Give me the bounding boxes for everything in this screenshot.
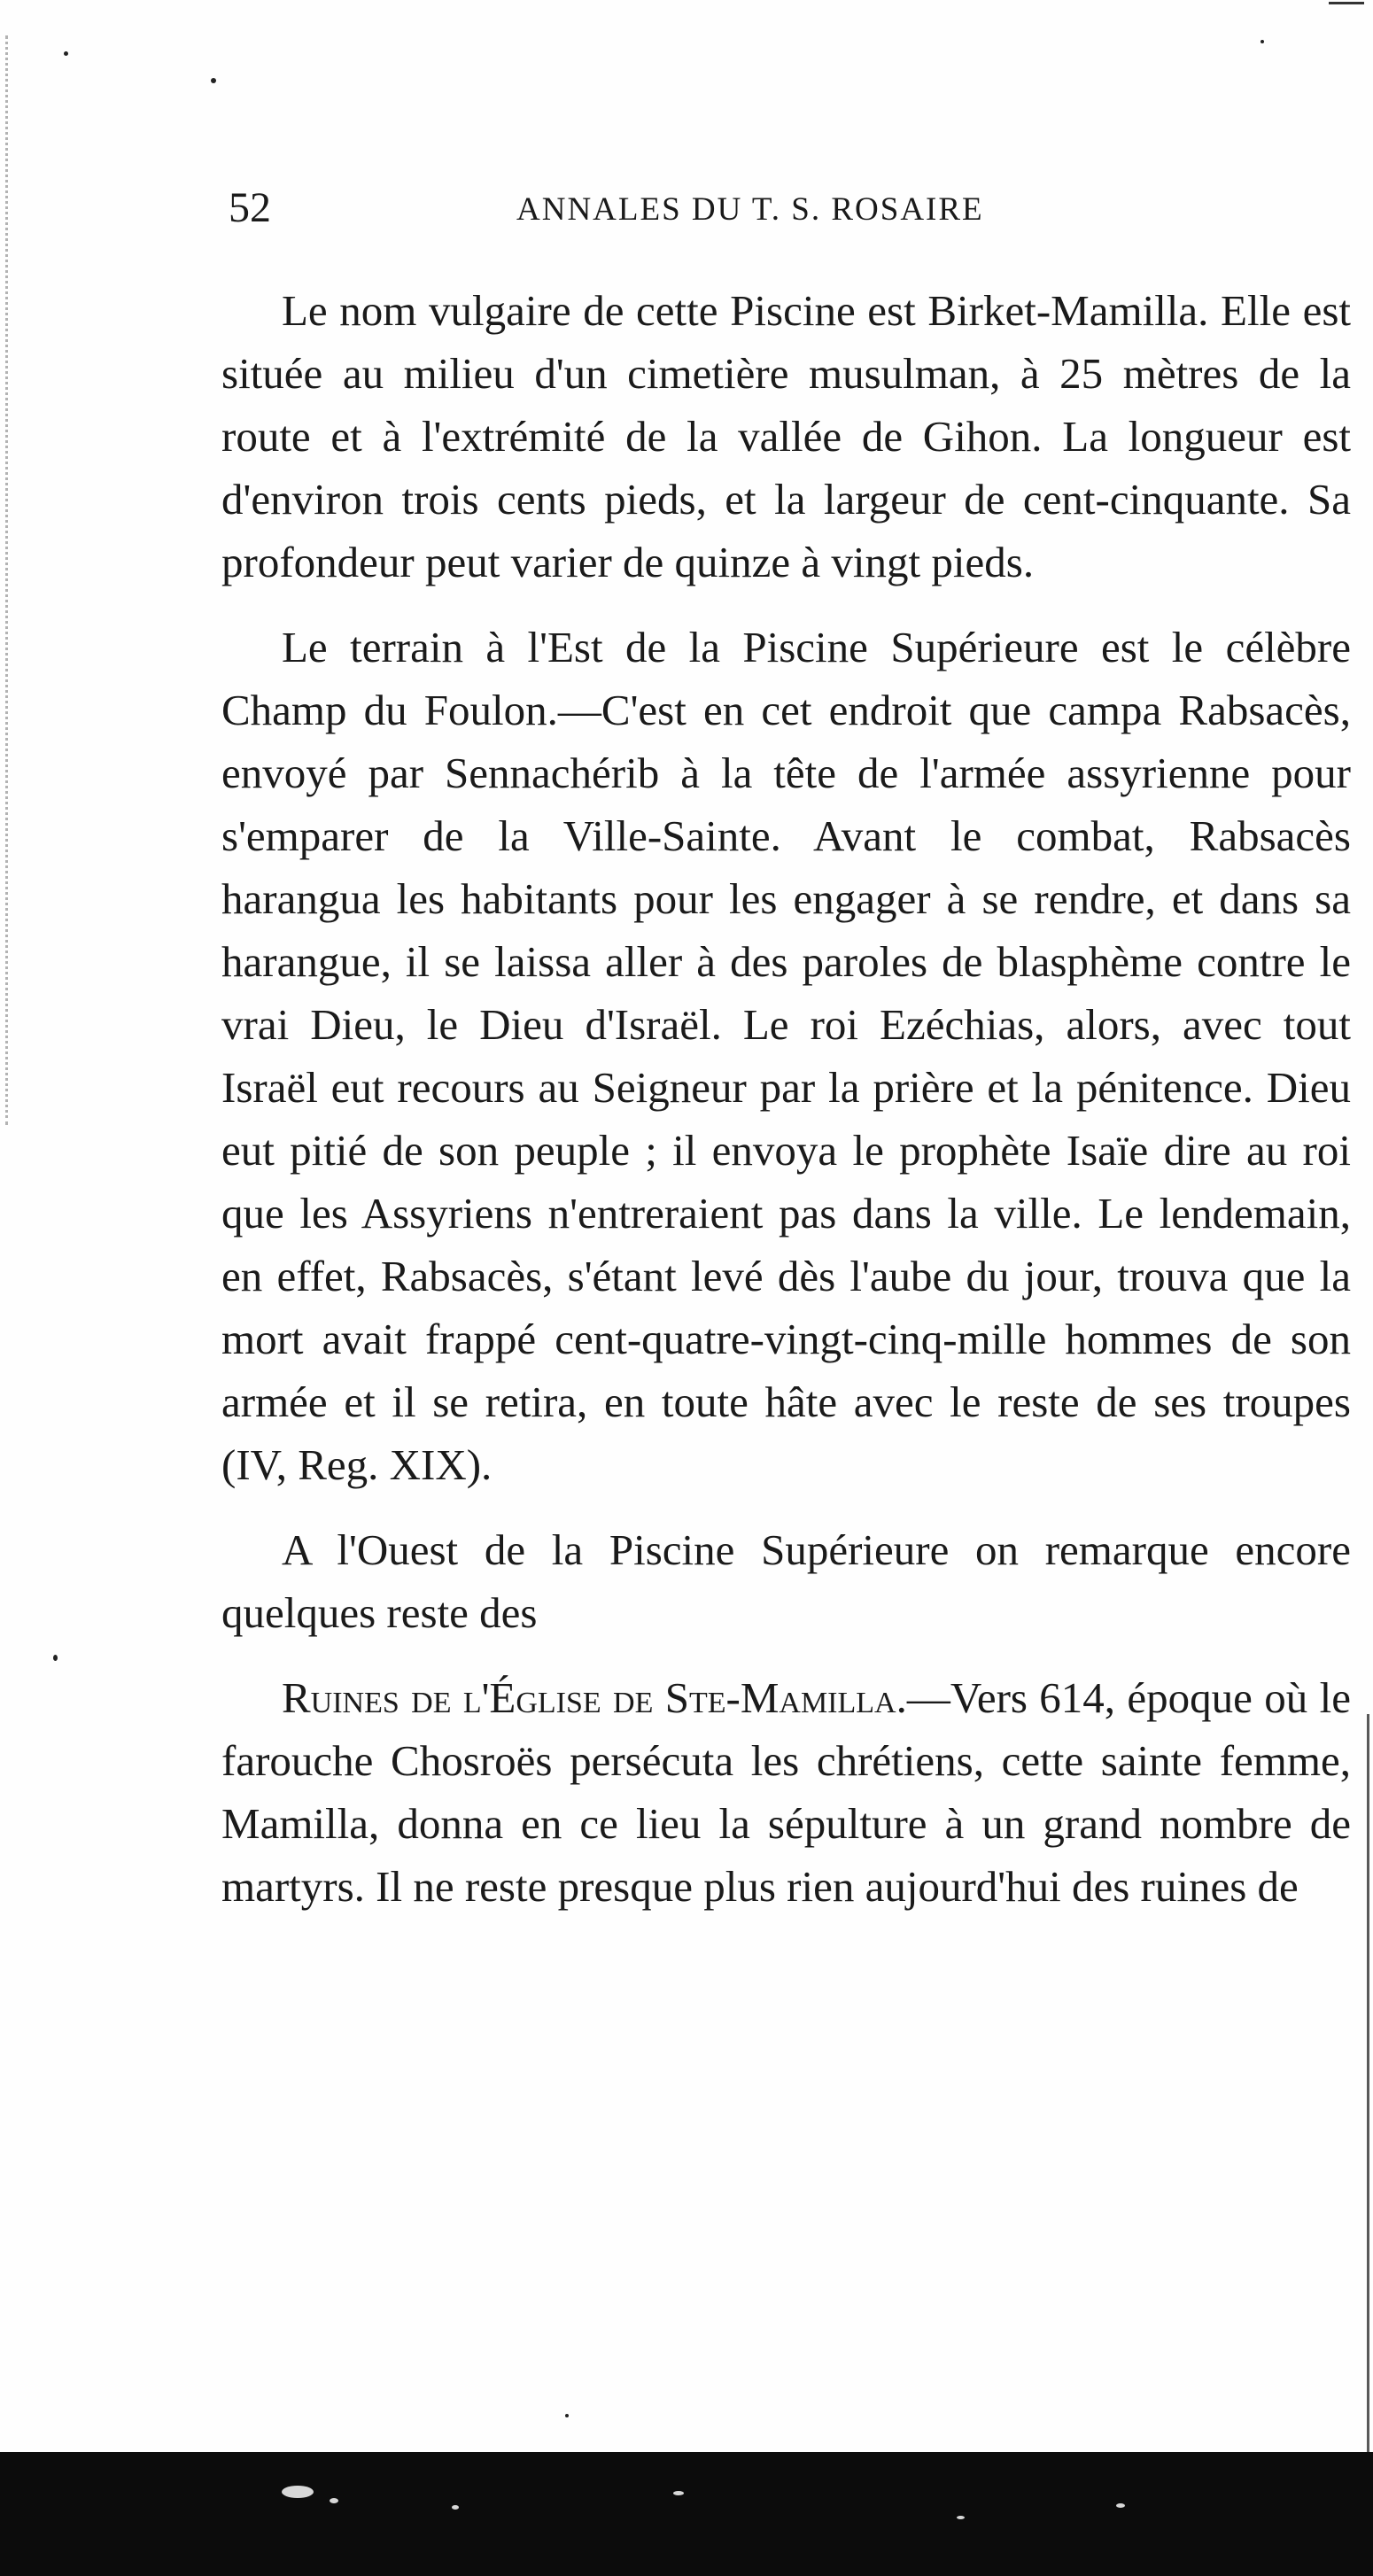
scan-speck xyxy=(64,51,68,56)
page-header xyxy=(229,182,1167,235)
scan-speck xyxy=(673,2491,684,2495)
left-page-edge xyxy=(5,35,12,1125)
paragraph xyxy=(221,1666,1351,1918)
scan-speck xyxy=(53,1655,58,1661)
page-number: 52 xyxy=(229,184,271,231)
scan-speck xyxy=(452,2505,459,2510)
paragraph: Le terrain à l'Est de la Piscine Supérieure est le célèbre Champ du Foulon.—C'est en cet endroit que campa Rabsacès, envoyé par Sennachérib à la tête de l'armée assyrienne pour s'emparer de la Ville-Sainte. Avant le combat, Rabsacès harangua les habitants pour les engager à se rendre, et dans sa harangue, il se laissa aller à des paroles de blasphème contre le vrai Dieu, le Dieu d'Israël. Le roi Ezéchias, alors, avec tout Israël eut recours au Seigneur par la prière et la pénitence. Dieu eut pitié de son peuple ; il envoya le prophète Isaïe dire au roi que les Assyriens n'entreraient pas dans la ville. Le lendemain, en effet, Rabsacès, s'étant levé dès l'aube du jour, trouva que la mort avait frappé cent-quatre-vingt-cinq-mille hommes de son armée et il se retira, en toute hâte avec le reste de ses troupes (IV, Reg. XIX). xyxy=(221,623,1351,1489)
scan-speck xyxy=(957,2516,965,2519)
scan-speck xyxy=(565,2414,569,2417)
paragraph-text: —Vers 614, époque où le farouche Chosroës persécuta les chrétiens, cette sainte femme, Mamilla, donna en ce lieu la sépulture à un grand nombre de martyrs. Il ne reste presque plus rien aujourd'hui des ruines de xyxy=(221,1673,1351,1911)
scan-mark xyxy=(1329,2,1364,4)
scan-border xyxy=(0,2452,1373,2576)
paragraph: Le nom vulgaire de cette Piscine est Birket-Mamilla. Elle est située au milieu d'un cimetière musulman, à 25 mètres de la route et à l'extrémité de la vallée de Gihon. La longueur est d'environ trois cents pieds, et la largeur de cent-cinquante. Sa profondeur peut varier de quinze à vingt pieds. xyxy=(221,286,1351,586)
scan-speck xyxy=(1116,2503,1125,2508)
section-heading: Ruines de l'Église de Ste-Mamilla. xyxy=(282,1673,907,1722)
paragraph: A l'Ouest de la Piscine Supérieure on remarque encore quelques reste des xyxy=(221,1525,1351,1637)
right-page-edge xyxy=(1367,1714,1369,2476)
body-text xyxy=(221,279,1351,1918)
scan-speck xyxy=(1261,40,1264,43)
scan-speck xyxy=(330,2498,338,2503)
scan-speck xyxy=(211,78,216,83)
running-head: ANNALES DU T. S. ROSAIRE xyxy=(516,191,984,228)
scan-speck xyxy=(282,2486,314,2498)
